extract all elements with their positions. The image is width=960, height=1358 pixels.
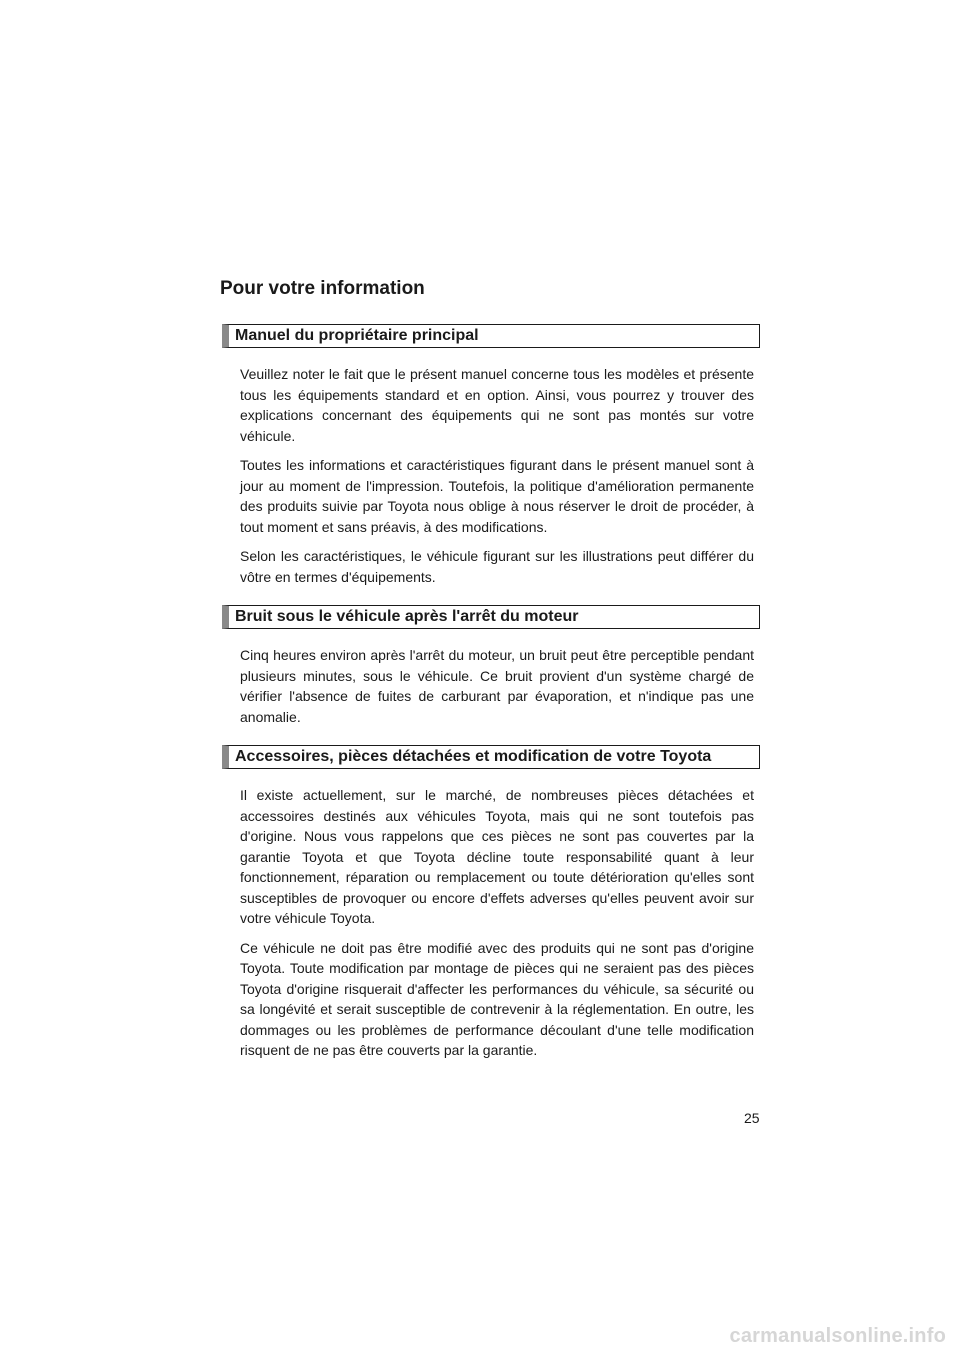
paragraph-manual-illustrations: Selon les caractéristiques, le véhicule figurant sur les illustrations peut différer du vôtre en termes d'équipements. xyxy=(240,548,754,585)
paragraph-accessories-warranty: Il existe actuellement, sur le marché, de nombreuses pièces détachées et accessoires destinés aux véhicules Toyota, mais qui ne sont toutefois pas d'origine. Nous vous rappelons que ces pièces ne sont pas couvertes par la garantie Toyota et que Toyota décline toute responsabilité quant à leur fonctionnement, réparation ou remplacement ou toute détérioration qu'elles sont susceptibles de provoquer ou encore d'effets adverses qu'elles peuvent avoir sur votre véhicule Toyota. xyxy=(240,787,754,926)
paragraph-manual-updates: Toutes les informations et caractéristiques figurant dans le présent manuel sont à jour au moment de l'impression. Toutefois, la politique d'amélioration permanente des produits suivie par Toyota nous oblige à nous réserver le droit de procéder, à tout moment et sans préavis, à des modifications. xyxy=(240,457,754,535)
paragraph-manual-scope: Veuillez noter le fait que le présent manuel concerne tous les modèles et présente tous les équipements standard et en option. Ainsi, vous pourrez y trouver des explications concernant des équipements qui ne sont pas montés sur votre véhicule. xyxy=(240,366,754,444)
section-heading-accessories: Accessoires, pièces détachées et modification de votre Toyota xyxy=(222,745,760,769)
section-heading-owners-manual: Manuel du propriétaire principal xyxy=(222,324,760,348)
section-heading-engine-noise: Bruit sous le véhicule après l'arrêt du moteur xyxy=(222,605,760,629)
paragraph-modification-warning: Ce véhicule ne doit pas être modifié avec des produits qui ne sont pas d'origine Toyota. Toute modification par montage de pièces qui ne seraient pas des pièces Toyota d'origine risquerait d'affecter les performances du véhicule, sa sécurité ou sa longévité et serait susceptible de contrevenir à la réglementation. En outre, les dommages ou les problèmes de performance découlant d'une telle modification risquent de ne pas être couverts par la garantie. xyxy=(240,939,754,1058)
page-content xyxy=(222,324,760,1061)
watermark-text: carmanualsonline.info xyxy=(729,1325,946,1347)
page-number: 25 xyxy=(744,1110,760,1126)
paragraph-engine-noise: Cinq heures environ après l'arrêt du moteur, un bruit peut être perceptible pendant plusieurs minutes, sous le véhicule. Ce bruit provient d'un système chargé de vérifier l'absence de fuites de carburant par évaporation, et n'indique pas une anomalie. xyxy=(240,647,754,725)
page-title: Pour votre information xyxy=(220,278,425,299)
